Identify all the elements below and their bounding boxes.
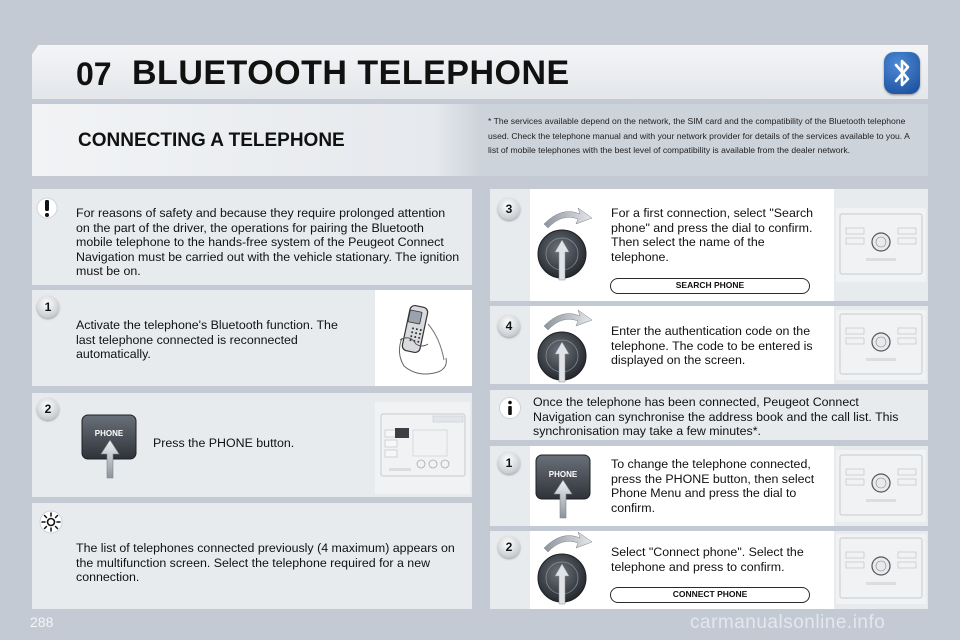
tip-text: The list of telephones connected previously (4 maximum) appears on the multifunction screen. Select the telephone required for a new connection. (76, 541, 455, 584)
section-title: CONNECTING A TELEPHONE (78, 130, 345, 151)
step2-text: Press the PHONE button. (153, 436, 295, 450)
phone-button-label: PHONE (94, 429, 124, 438)
info-icon (498, 396, 522, 420)
step1-text: Activate the telephone's Bluetooth function. The last telephone connected is reconnected automatically. (76, 318, 338, 361)
rotary-dial-icon (532, 306, 604, 386)
site-watermark: carmanualsonline.info (690, 612, 886, 633)
step1-badge: 1 (37, 296, 59, 318)
phone-button-label: PHONE (548, 470, 578, 479)
change-step2-text: Select "Connect phone". Select the telephone and press to confirm. (611, 545, 804, 574)
step2-badge: 2 (37, 398, 59, 420)
radio-console-illustration (836, 534, 926, 604)
step3-text: For a first connection, select "Search phone" and press the dial to confirm. Then select the name of the telephone. (611, 206, 814, 264)
change-step2-badge: 2 (498, 536, 520, 558)
mobile-phone-hand-icon (388, 298, 458, 380)
chapter-number: 07 (76, 56, 112, 92)
radio-console-illustration (836, 208, 926, 282)
tip-lamp-icon (38, 509, 64, 535)
change-step1-text: To change the telephone connected, press the PHONE button, then select Phone Menu and press the dial to confirm. (611, 457, 815, 515)
press-arrow-icon (100, 438, 120, 480)
page-number: 288 (30, 614, 54, 630)
rotary-dial-icon (532, 528, 604, 608)
bluetooth-icon (884, 52, 920, 94)
radio-console-illustration (836, 450, 926, 522)
rotary-dial-icon (532, 204, 604, 284)
warning-icon (36, 196, 58, 220)
info-text: Once the telephone has been connected, Peugeot Connect Navigation can synchronise the address book and the call list. This synchronisation may take a few minutes*. (533, 395, 899, 438)
connect-phone-menu-label: CONNECT PHONE (610, 587, 810, 603)
chapter-title: BLUETOOTH TELEPHONE (132, 54, 570, 92)
step3-badge: 3 (498, 198, 520, 220)
services-footnote: * The services available depend on the network, the SIM card and the compatibility of the Bluetooth telephone used. Check the telephone manual and with your network provider for details of the services available to you. A list of mobile telephones with the best level of compatibility is available from the dealer network. (488, 116, 910, 155)
step4-text: Enter the authentication code on the telephone. The code to be entered is displayed on the screen. (611, 324, 813, 367)
radio-console-illustration (375, 402, 470, 494)
press-arrow-icon (553, 478, 573, 520)
search-phone-menu-label: SEARCH PHONE (610, 278, 810, 294)
radio-console-illustration (836, 310, 926, 380)
change-step1-badge: 1 (498, 452, 520, 474)
step4-badge: 4 (498, 315, 520, 337)
warning-text: For reasons of safety and because they require prolonged attention on the part of the driver, the operations for pairing the Bluetooth mobile telephone to the hands-free system of the Peugeot Connect Navigation must be carried out with the vehicle stationary. The ignition must be on. (76, 206, 460, 278)
